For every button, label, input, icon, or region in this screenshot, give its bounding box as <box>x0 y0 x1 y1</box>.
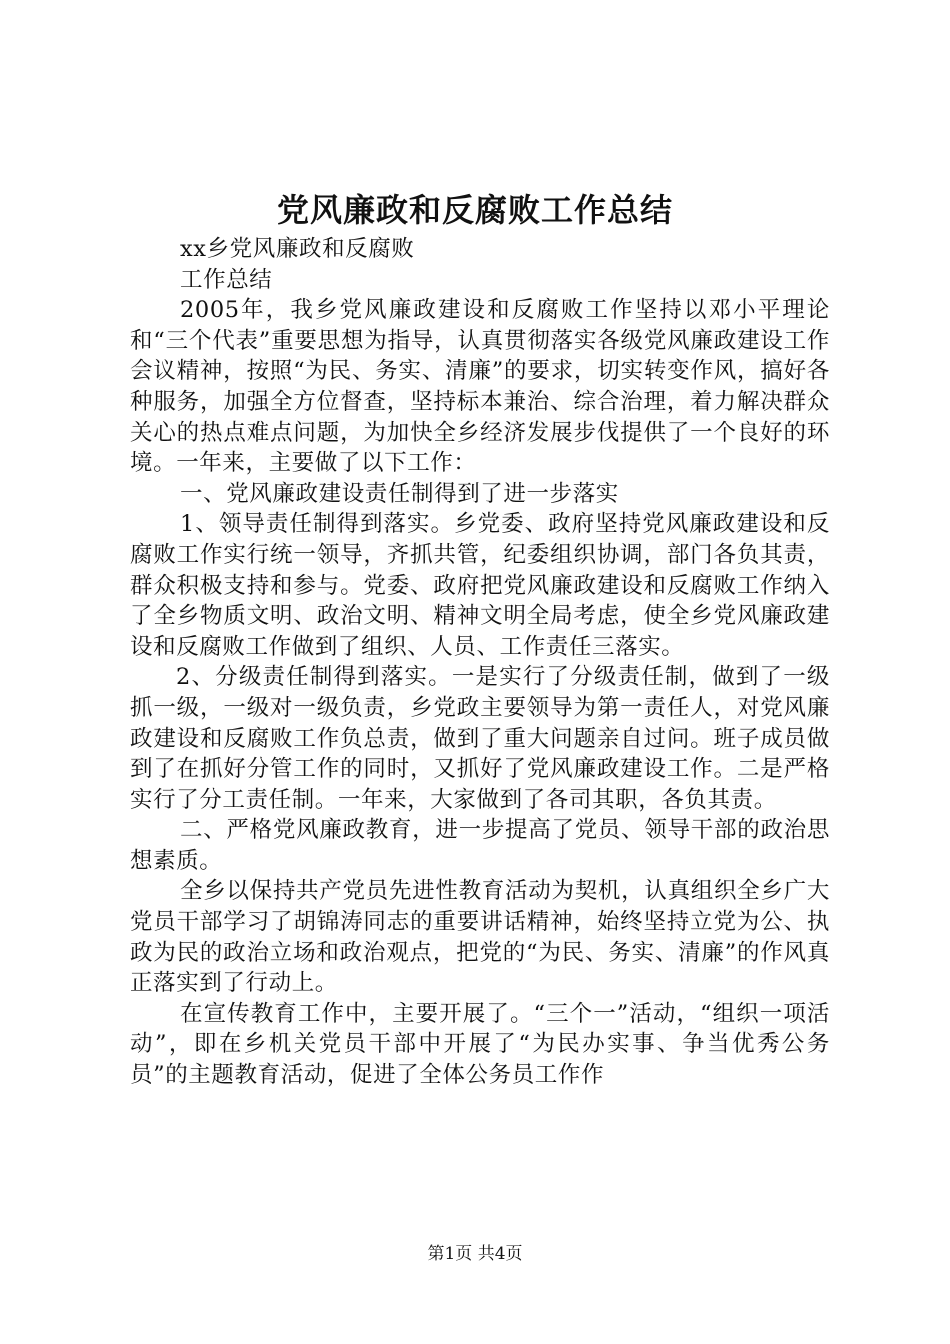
body-paragraph: 全乡以保持共产党员先进性教育活动为契机，认真组织全乡广大党员干部学习了胡锦涛同志的重要讲话精神，始终坚持立党为公、执政为民的政治立场和政治观点，把党的“为民、务实、清廉”的作风真正落实到了行动上。 <box>130 878 830 997</box>
section-heading-2: 二、严格党风廉政教育，进一步提高了党员、领导干部的政治思想素质。 <box>130 817 830 874</box>
intro-paragraph: 2005年，我乡党风廉政建设和反腐败工作坚持以邓小平理论和“三个代表”重要思想为指导，认真贯彻落实各级党风廉政建设工作会议精神，按照“为民、务实、清廉”的要求，切实转变作风，搞好各种服务，加强全方位督查，坚持标本兼治、综合治理，着力解决群众关心的热点难点问题，为加快全乡经济发展步伐提供了一个良好的环境。一年来，主要做了以下工作： <box>130 297 830 477</box>
document-body <box>130 234 830 1091</box>
subtitle-line-2: 工作总结 <box>180 266 273 293</box>
document-title: 党风廉政和反腐败工作总结 <box>276 191 673 229</box>
body-paragraph: 2、分级责任制得到落实。一是实行了分级责任制，做到了一级抓一级，一级对一级负责，乡党政主要领导为第一责任人，对党风廉政建设和反腐败工作负总责，做到了重大问题亲自过问。班子成员做到了在抓好分管工作的同时，又抓好了党风廉政建设工作。二是严格实行了分工责任制。一年来，大家做到了各司其职，各负其责。 <box>130 664 830 813</box>
page-number-footer: 第1页 共4页 <box>427 1244 523 1264</box>
body-paragraph: 在宣传教育工作中，主要开展了。“三个一”活动，“组织一项活动”，即在乡机关党员干部中开展了“为民办实事、争当优秀公务员”的主题教育活动，促进了全体公务员工作作 <box>130 1000 830 1089</box>
subtitle-line-1: xx乡党风廉政和反腐败 <box>180 236 415 262</box>
section-heading-1: 一、党风廉政建设责任制得到了进一步落实 <box>180 480 619 507</box>
body-paragraph: 1、领导责任制得到落实。乡党委、政府坚持党风廉政建设和反腐败工作实行统一领导，齐抓共管，纪委组织协调，部门各负其责，群众积极支持和参与。党委、政府把党风廉政建设和反腐败工作纳入了全乡物质文明、政治文明、精神文明全局考虑，使全乡党风廉政建设和反腐败工作做到了组织、人员、工作责任三落实。 <box>130 511 830 660</box>
